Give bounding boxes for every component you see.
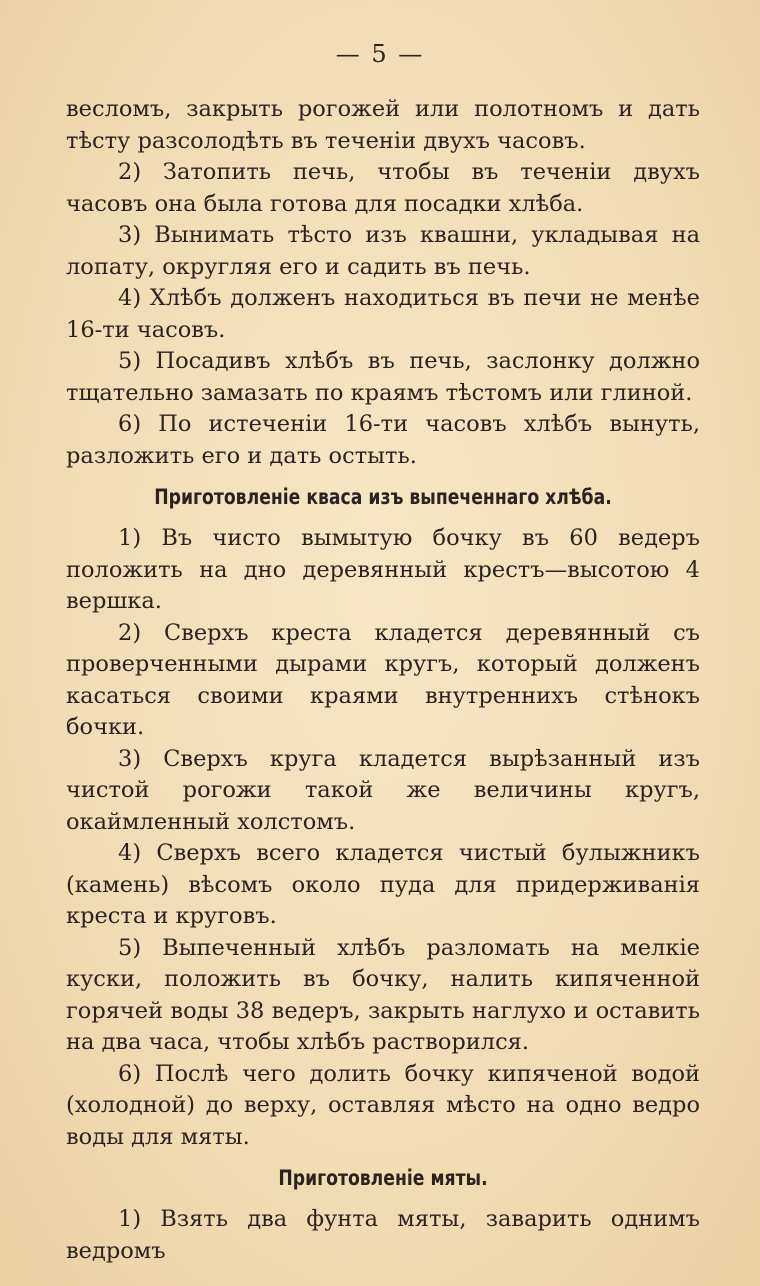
paragraph-item: 5) Выпеченный хлѣбъ разломать на мелкіе куски, положить въ бочку, налить кипяченной горячей воды 38 ведеръ, закрыть наглухо и оставить на два часа, чтобы хлѣбъ растворился. — [66, 934, 700, 1055]
paragraph-item: 2) Сверхъ креста кладется деревянный съ проверченными дырами кругъ, который долженъ касаться своими краями внутреннихъ стѣнокъ бочки. — [66, 619, 700, 740]
paragraph-item: 4) Хлѣбъ долженъ находиться въ печи не менѣе 16-ти часовъ. — [66, 285, 700, 343]
page-number: — 5 — — [335, 40, 425, 68]
paragraph-item: 3) Сверхъ круга кладется вырѣзанный изъ чистой рогожи такой же величины кругъ, окаймленный холстомъ. — [66, 745, 700, 835]
paragraph-continuation: весломъ, закрыть рогожей или полотномъ и дать тѣсту разсолодѣть въ теченіи двухъ часовъ. — [66, 96, 700, 154]
page-text — [66, 94, 700, 1267]
paragraph-item: 5) Посадивъ хлѣбъ въ печь, заслонку должно тщательно замазать по краямъ тѣстомъ или глиной. — [66, 348, 700, 406]
section-heading-mint: Приготовленіе мяты. — [278, 1166, 488, 1190]
paragraph-item: 3) Вынимать тѣсто изъ квашни, укладывая на лопату, округляя его и садить въ печь. — [66, 222, 700, 280]
section-heading-kvass: Приготовленіе кваса изъ выпеченнаго хлѣба. — [154, 485, 612, 509]
paragraph-item: 2) Затопить печь, чтобы въ теченіи двухъ часовъ она была готова для посадки хлѣба. — [66, 159, 700, 217]
paragraph-item: 1) Взять два фунта мяты, заварить однимъ ведромъ — [66, 1206, 700, 1264]
paragraph-item: 1) Въ чисто вымытую бочку въ 60 ведеръ положить на дно деревянный крестъ—высотою 4 вершка. — [66, 525, 700, 614]
paragraph-item: 6) Послѣ чего долить бочку кипяченой водой (холодной) до верху, оставляя мѣсто на одно ведро воды для мяты. — [66, 1060, 700, 1150]
paragraph-item: 4) Сверхъ всего кладется чистый булыжникъ (камень) вѣсомъ около пуда для придерживанія креста и круговъ. — [66, 840, 700, 929]
paragraph-item: 6) По истеченіи 16-ти часовъ хлѣбъ вынуть, разложить его и дать остыть. — [66, 411, 700, 469]
